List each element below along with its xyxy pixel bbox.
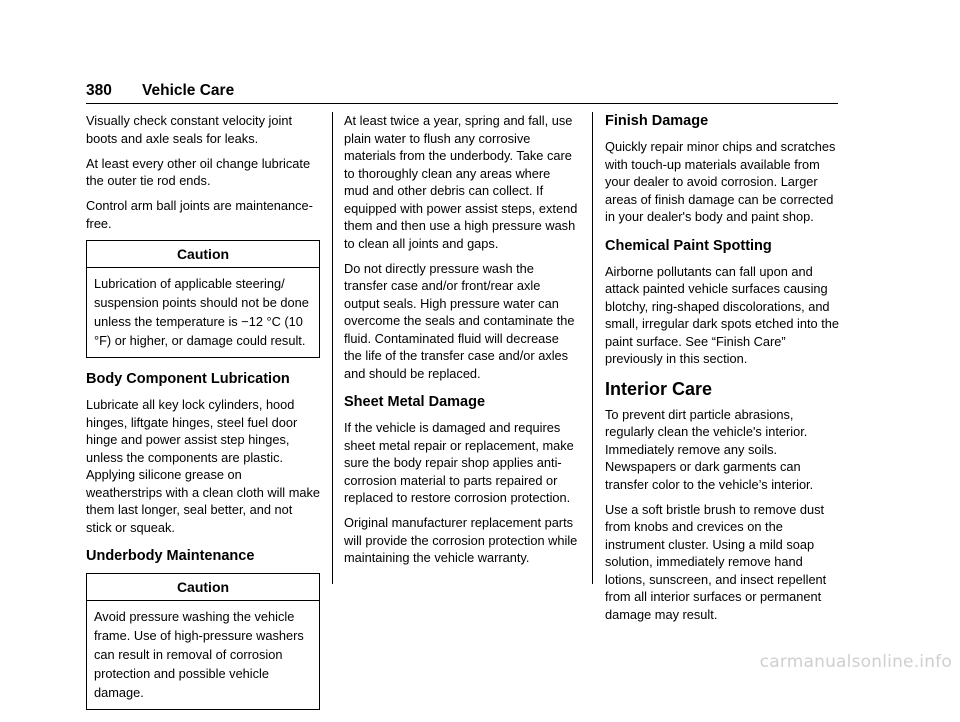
- caution-title: Caution: [87, 241, 319, 268]
- caution-box: [86, 240, 320, 358]
- column-1: [86, 112, 320, 722]
- heading-chemical-paint-spotting: Chemical Paint Spotting: [605, 237, 772, 254]
- page-number: 380: [86, 82, 112, 99]
- paragraph: To prevent dirt particle abrasions, regularly clean the vehicle's interior. Immediately remove any soils. Newspapers or dark garments can transfer color to the vehicle’s interior.: [605, 406, 814, 492]
- caution-text: Lubrication of applicable steering/ suspension points should not be done unless the temperature is −12 °C (10 °F) or higher, or damage could result.: [94, 276, 309, 348]
- column-divider: [332, 112, 333, 584]
- heading-interior-care: Interior Care: [605, 378, 713, 399]
- page-header: [86, 82, 838, 104]
- column-3: [605, 112, 839, 631]
- paragraph: At least twice a year, spring and fall, use plain water to flush any corrosive materials from the underbody. Take care to thoroughly clean any areas where mud and other debris can collect. If equipped with power assist steps, extend them and then use a high pressure wash to clean all joints and gaps.: [344, 113, 578, 251]
- paragraph: Quickly repair minor chips and scratches with touch-up materials available from your dealer to avoid corrosion. Larger areas of finish damage can be corrected in your dealer's body and paint shop.: [605, 139, 836, 224]
- caution-text: Avoid pressure washing the vehicle frame. Use of high-pressure washers can result in removal of corrosion protection and possible vehicle damage.: [94, 609, 304, 700]
- heading-underbody-maintenance: Underbody Maintenance: [86, 548, 255, 564]
- column-divider: [592, 112, 593, 584]
- paragraph: Use a soft bristle brush to remove dust from knobs and crevices on the instrument cluster. Using a mild soap solution, immediately remove hand lotions, sunscreen, and insect repellent from all interior surfaces or permanent damage may result.: [605, 501, 827, 622]
- paragraph: Lubricate all key lock cylinders, hood hinges, liftgate hinges, steel fuel door hinge and power assist step hinges, unless the components are plastic. Applying silicone grease on weatherstrips with a clean cloth will make them last longer, seal better, and not stick or squeak.: [86, 397, 320, 535]
- paragraph: Visually check constant velocity joint boots and axle seals for leaks.: [86, 113, 293, 146]
- paragraph: Original manufacturer replacement parts will provide the corrosion protection while maintaining the vehicle warranty.: [344, 515, 578, 565]
- watermark-link[interactable]: carmanualsonline.info: [759, 652, 952, 672]
- heading-body-component-lubrication: Body Component Lubrication: [86, 371, 290, 387]
- heading-finish-damage: Finish Damage: [605, 113, 709, 129]
- paragraph: Airborne pollutants can fall upon and attack painted vehicle surfaces causing blotchy, ring-shaped discolorations, and small, irregular dark spots etched into the paint surface. See “Finish Care” previously in this section.: [605, 263, 840, 366]
- paragraph: Do not directly pressure wash the transfer case and/or front/rear axle output seals. High pressure water can overcome the seals and contaminate the fluid. Contaminated fluid will decrease the life of the transfer case and/or axles and should be replaced.: [344, 260, 575, 381]
- column-2: [344, 112, 578, 574]
- header-rule: [86, 103, 838, 104]
- paragraph: Control arm ball joints are maintenance-free.: [86, 198, 313, 231]
- paragraph: If the vehicle is damaged and requires sheet metal repair or replacement, make sure the body repair shop applies anti-corrosion material to parts repaired or replaced to restore corrosion protection.: [344, 420, 574, 505]
- caution-title: Caution: [87, 574, 319, 601]
- paragraph: At least every other oil change lubricate the outer tie rod ends.: [86, 155, 311, 188]
- section-title: Vehicle Care: [142, 82, 235, 99]
- heading-sheet-metal-damage: Sheet Metal Damage: [344, 394, 486, 410]
- caution-box: [86, 573, 320, 710]
